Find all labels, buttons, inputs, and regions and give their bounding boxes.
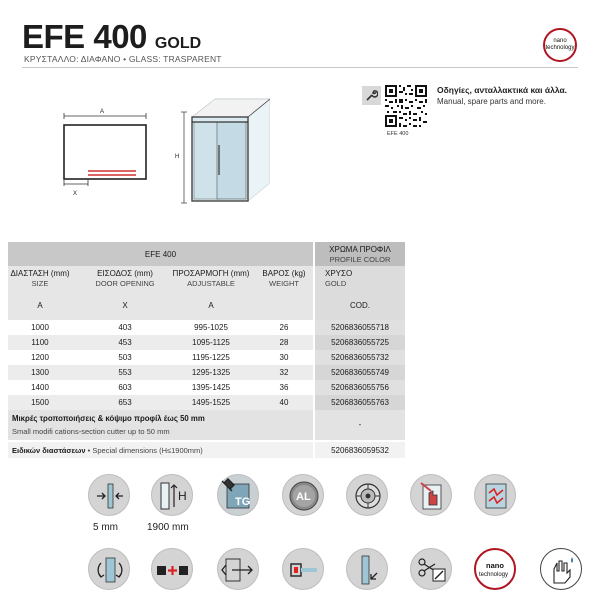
cell-weight: 32 xyxy=(279,368,289,377)
finish-name: GOLD xyxy=(154,35,202,52)
color-column-header xyxy=(315,266,405,320)
special-code: 5206836059532 xyxy=(331,446,389,455)
cell-adjustable: 995-1025 xyxy=(194,323,228,332)
cell-door-opening: 603 xyxy=(118,383,132,392)
cell-size: 1200 xyxy=(31,353,49,362)
table-row xyxy=(8,350,313,365)
easy-clean-hand-icon xyxy=(540,548,582,590)
cleaning-hand-icon xyxy=(410,474,452,516)
tg-label: TG xyxy=(235,496,251,508)
header-divider xyxy=(22,67,578,68)
table-row xyxy=(8,320,313,335)
col-size-sym: A xyxy=(37,301,43,310)
code-cell xyxy=(315,365,405,380)
cell-adjustable: 1395-1425 xyxy=(191,383,231,392)
nano-logo-line1: nano xyxy=(553,38,567,44)
modifications-code: - xyxy=(358,420,362,429)
cell-door-opening: 553 xyxy=(118,368,132,377)
easy-install-icon xyxy=(346,548,388,590)
cell-door-opening: 503 xyxy=(118,353,132,362)
color-col-code: COD. xyxy=(350,301,370,310)
cut-profile-icon xyxy=(410,548,452,590)
cell-weight: 28 xyxy=(279,338,289,347)
dimension-h-label: H xyxy=(175,154,180,160)
model-name: EFE 400 xyxy=(22,18,147,55)
nano-technology-logo xyxy=(543,28,577,62)
col-adj-gr: ΠΡΟΣΑΡΜΟΓΗ (mm) xyxy=(172,269,250,278)
cell-door-opening: 653 xyxy=(118,398,132,407)
cell-adjustable: 1095-1125 xyxy=(192,338,230,347)
col-adj-sym: A xyxy=(208,301,214,310)
cell-size: 1400 xyxy=(31,383,49,392)
enclosure-3d-diagram xyxy=(170,95,270,213)
color-header-en: PROFILE COLOR xyxy=(329,255,391,264)
special-gr: Ειδικών διαστάσεων xyxy=(12,446,86,455)
table-row xyxy=(8,365,313,380)
cell-door-opening: 403 xyxy=(118,323,132,332)
column-header-row xyxy=(8,266,313,320)
dimension-x-label: X xyxy=(73,191,78,197)
wheel-roller-icon xyxy=(346,474,388,516)
code-cell xyxy=(315,335,405,350)
color-header xyxy=(315,242,405,266)
color-header-gr: ΧΡΩΜΑ ΠΡΟΦΙΛ xyxy=(329,245,391,254)
cell-code: 5206836055718 xyxy=(331,323,389,332)
color-col-en: GOLD xyxy=(325,279,347,288)
cell-code: 5206836055763 xyxy=(331,398,389,407)
code-cell xyxy=(315,395,405,410)
modifications-en: Small modifi cations-section cutter up to 50 mm xyxy=(12,427,170,436)
nano-icon-line2: technology xyxy=(479,572,509,578)
cell-door-opening: 453 xyxy=(118,338,132,347)
model-header: EFE 400 xyxy=(144,250,177,259)
adjustable-profile-icon xyxy=(151,548,193,590)
cell-adjustable: 1495-1525 xyxy=(191,398,231,407)
cell-adjustable: 1295-1325 xyxy=(191,368,231,377)
nano-logo-line2: technology xyxy=(545,45,575,51)
qr-code[interactable] xyxy=(384,84,428,128)
cell-size: 1500 xyxy=(31,398,49,407)
cell-code: 5206836055725 xyxy=(331,338,389,347)
col-door-en: DOOR OPENING xyxy=(95,279,155,288)
col-weight-en: WEIGHT xyxy=(269,279,299,288)
wrench-icon xyxy=(362,86,381,105)
nano-icon-line1: nano xyxy=(486,561,504,570)
cell-code: 5206836055732 xyxy=(331,353,389,362)
dimension-a-label: A xyxy=(100,109,105,115)
col-adj-en: ADJUSTABLE xyxy=(187,279,235,288)
product-title xyxy=(22,18,201,56)
color-col-gr: ΧΡΥΣΟ xyxy=(325,269,353,278)
special-dimensions-row xyxy=(8,442,313,458)
reversible-icon xyxy=(88,548,130,590)
glass-subtitle: ΚΡΥΣΤΑΛΛΟ: ΔΙΑΦΑΝΟ • GLASS: TRASPARENT xyxy=(24,54,222,64)
glass-thickness-caption: 5 mm xyxy=(93,522,118,533)
table-row xyxy=(8,335,313,350)
special-dimensions-text xyxy=(12,446,203,455)
tempered-glass-icon xyxy=(217,474,259,516)
height-caption: 1900 mm xyxy=(147,522,189,533)
special-code-cell xyxy=(315,442,405,458)
cell-size: 1000 xyxy=(31,323,49,332)
cell-size: 1300 xyxy=(31,368,49,377)
code-cell xyxy=(315,380,405,395)
glass-thickness-icon xyxy=(88,474,130,516)
cell-weight: 36 xyxy=(279,383,289,392)
modifications-gr: Μικρές τροποποιήσεις & κόψιμο προφίλ έως 50 mm xyxy=(12,414,205,423)
code-cell xyxy=(315,320,405,335)
modifications-code-cell xyxy=(315,410,405,440)
cell-adjustable: 1195-1225 xyxy=(192,353,230,362)
magnetic-seal-icon xyxy=(282,548,324,590)
modifications-row xyxy=(8,410,313,440)
table-row xyxy=(8,380,313,395)
height-icon xyxy=(151,474,193,516)
cell-code: 5206836055756 xyxy=(331,383,389,392)
special-en: • Special dimensions (H≤1900mm) xyxy=(87,446,203,455)
cell-code: 5206836055749 xyxy=(331,368,389,377)
al-label: AL xyxy=(296,491,311,503)
code-cell xyxy=(315,350,405,365)
col-door-gr: ΕΙΣΟΔΟΣ (mm) xyxy=(97,269,153,278)
cell-weight: 30 xyxy=(279,353,289,362)
cell-weight: 40 xyxy=(279,398,289,407)
col-door-sym: X xyxy=(122,301,128,310)
cell-weight: 26 xyxy=(279,323,289,332)
manual-info-english: Manual, spare parts and more. xyxy=(437,97,546,106)
manual-info-greek: Οδηγίες, ανταλλακτικά και άλλα. xyxy=(437,85,568,95)
aluminium-icon xyxy=(282,474,324,516)
col-weight-gr: ΒΑΡΟΣ (kg) xyxy=(262,269,306,278)
cell-size: 1100 xyxy=(31,338,49,347)
height-icon-letter: H xyxy=(178,489,187,503)
anti-crack-icon xyxy=(474,474,516,516)
col-size-gr: ΔΙΑΣΤΑΣΗ (mm) xyxy=(10,269,70,278)
plan-view-diagram xyxy=(50,105,160,200)
model-header-row xyxy=(8,242,313,266)
table-row xyxy=(8,395,313,410)
col-size-en: SIZE xyxy=(31,279,49,288)
qr-label: EFE 400 xyxy=(387,131,409,137)
sliding-door-icon xyxy=(217,548,259,590)
nano-technology-icon xyxy=(474,548,516,590)
